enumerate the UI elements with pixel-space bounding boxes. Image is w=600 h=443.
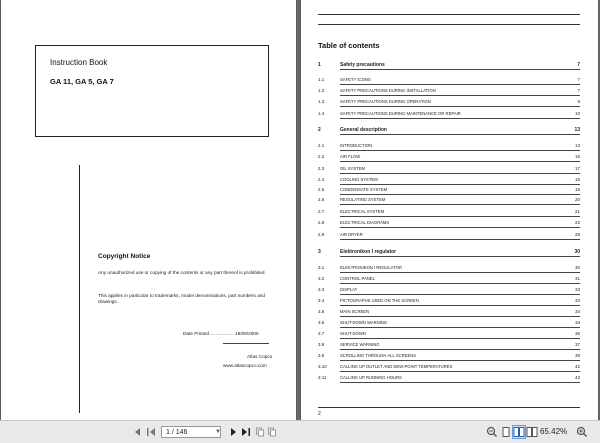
toc-subsection-row[interactable]: [318, 364, 580, 372]
toc-number: 1: [318, 62, 321, 68]
toc-underline: [340, 194, 580, 195]
toc-underline: [340, 305, 580, 306]
toc-subsection-row[interactable]: [318, 232, 580, 240]
toc-label[interactable]: AIR DRYER: [340, 232, 363, 237]
page-2: [301, 0, 598, 420]
toc-label[interactable]: OIL SYSTEM: [340, 166, 365, 171]
toc-label[interactable]: CONDENSATE SYSTEM: [340, 187, 388, 192]
footer-rule: [318, 407, 580, 408]
toc-label[interactable]: INTRODUCTION: [340, 143, 373, 148]
toc-number: 2.8: [318, 220, 325, 225]
toc-subsection-row[interactable]: [318, 331, 580, 339]
toc-subsection-row[interactable]: [318, 99, 580, 107]
toc-underline: [340, 173, 580, 174]
toc-underline: [340, 360, 580, 361]
company-website: www.atlascopco.com: [223, 363, 267, 368]
toc-page: 18: [574, 177, 580, 182]
toc-title: Table of contents: [318, 41, 380, 50]
toc-number: 2.4: [318, 177, 325, 182]
toc-number: 3.11: [318, 375, 327, 380]
toc-number: 3.2: [318, 276, 325, 281]
two-page-view-icon[interactable]: [513, 426, 525, 438]
toc-number: 1.4: [318, 111, 325, 116]
toc-label[interactable]: CALLING UP OUTLET AND DEW-POINT TEMPERATURES: [340, 364, 453, 369]
toc-page: 7: [577, 77, 580, 82]
toc-label[interactable]: ELECTRICAL DIAGRAMS: [340, 220, 390, 225]
toc-label[interactable]: SHUT-DOWN: [340, 331, 366, 336]
toc-page: 16: [574, 154, 580, 159]
toc-number: 1.3: [318, 99, 325, 104]
toc-subsection-row[interactable]: [318, 197, 580, 205]
toc-page: 17: [574, 166, 580, 171]
toc-underline: [340, 184, 580, 185]
vertical-divider: [79, 165, 80, 413]
toc-subsection-row[interactable]: [318, 209, 580, 217]
header-rule-bottom: [318, 24, 580, 25]
toc-subsection-row[interactable]: [318, 154, 580, 162]
last-page-icon[interactable]: [241, 426, 251, 438]
toc-label[interactable]: ELEKTRONIKON I REGULATOR: [340, 265, 402, 270]
toc-underline: [340, 316, 580, 317]
toc-number: 3.9: [318, 353, 325, 358]
toc-underline: [340, 106, 580, 107]
toc-label[interactable]: AIR FLOW: [340, 154, 361, 159]
toc-page: 34: [574, 309, 580, 314]
toc-page: 39: [574, 353, 580, 358]
toc-subsection-row[interactable]: [318, 287, 580, 295]
toc-underline: [340, 84, 580, 85]
toc-label[interactable]: ELECTRICAL SYSTEM: [340, 209, 385, 214]
toc-subsection-row[interactable]: [318, 187, 580, 195]
toc-label[interactable]: SCROLLING THROUGH ALL SCREENS: [340, 353, 417, 358]
toc-subsection-row[interactable]: [318, 166, 580, 174]
toc-page: 42: [574, 364, 580, 369]
toc-subsection-row[interactable]: [318, 220, 580, 228]
toc-label[interactable]: PICTOGRAPHS USED ON THE SCREEN: [340, 298, 419, 303]
toc-underline: [340, 338, 580, 339]
toc-page: 33: [574, 298, 580, 303]
toc-subsection-row[interactable]: [318, 77, 580, 85]
page-dropdown-icon[interactable]: ▼: [215, 429, 221, 435]
page-number: 2: [318, 411, 321, 417]
title-box: [35, 45, 269, 137]
copyright-title: Copyright Notice: [98, 253, 151, 260]
toc-number: 2.6: [318, 197, 325, 202]
zoom-in-icon[interactable]: [576, 426, 588, 438]
toc-page: 10: [574, 111, 580, 116]
toc-subsection-row[interactable]: [318, 111, 580, 119]
toc-label[interactable]: DISPLAY: [340, 287, 358, 292]
toc-number: 2: [318, 127, 321, 133]
toc-number: 2.1: [318, 143, 325, 148]
toc-underline: [340, 294, 580, 295]
toc-number: 3.1: [318, 265, 325, 270]
page-number-input[interactable]: 1 / 146: [161, 426, 221, 438]
signature-rule: [223, 343, 269, 344]
toc-label[interactable]: CONTROL PANEL: [340, 276, 375, 281]
toc-page: 30: [574, 249, 580, 255]
toc-number: 3.6: [318, 320, 325, 325]
rotate-page-icon[interactable]: [267, 426, 277, 438]
toc-underline: [340, 272, 580, 273]
next-page-icon[interactable]: [229, 426, 239, 438]
company-name: Atlas Copco: [247, 354, 273, 359]
toc-label[interactable]: Elektronikon I regulator: [340, 248, 397, 255]
toc-number: 3: [318, 249, 321, 255]
toc-page: 33: [574, 287, 580, 292]
toc-number: 3.8: [318, 342, 325, 347]
toc-section-row[interactable]: [318, 249, 580, 257]
copyright-paragraph-1: Any unauthorized use or copying of the contents or any part thereof is prohibited.: [98, 270, 266, 275]
toc-number: 3.5: [318, 309, 325, 314]
toc-page: 34: [574, 320, 580, 325]
toc-underline: [340, 349, 580, 350]
toc-label[interactable]: SAFETY PRECAUTIONS DURING INSTALLATION: [340, 88, 436, 93]
header-rule-top: [318, 14, 580, 15]
toc-page: 7: [577, 62, 580, 68]
toc-subsection-row[interactable]: [318, 265, 580, 273]
page-1: [1, 0, 296, 420]
toc-page: 20: [574, 197, 580, 202]
toc-number: 2.7: [318, 209, 325, 214]
toc-underline: [340, 382, 580, 383]
toc-page: 22: [574, 220, 580, 225]
toc-label[interactable]: REGULATING SYSTEM: [340, 197, 386, 202]
toc-page: 31: [574, 276, 580, 281]
toc-number: 3.4: [318, 298, 325, 303]
toc-underline: [340, 371, 580, 372]
toc-subsection-row[interactable]: [318, 143, 580, 151]
toc-underline: [340, 69, 580, 70]
toc-page: 19: [574, 187, 580, 192]
toc-label[interactable]: COOLING SYSTEM: [340, 177, 378, 182]
toc-underline: [340, 204, 580, 205]
model-names: GA 11, GA 5, GA 7: [50, 77, 114, 86]
toc-page: 36: [574, 331, 580, 336]
zoom-level[interactable]: 65.42%: [540, 427, 568, 436]
toc-label[interactable]: CALLING UP RUNNING HOURS: [340, 375, 402, 380]
toc-number: 2.2: [318, 154, 325, 159]
previous-page-icon[interactable]: [132, 426, 142, 438]
toc-section-row[interactable]: [318, 127, 580, 135]
toc-underline: [340, 327, 580, 328]
toc-underline: [340, 283, 580, 284]
toc-number: 3.7: [318, 331, 325, 336]
copyright-paragraph-2: This applies in particular to trademarks, model denominations, part numbers and drawings.: [98, 293, 266, 304]
toc-page: 30: [574, 265, 580, 270]
toc-underline: [340, 150, 580, 151]
toc-label[interactable]: SHUT-DOWN WARNING: [340, 320, 388, 325]
toc-number: 3.10: [318, 364, 327, 369]
toc-underline: [340, 239, 580, 240]
toc-page: 13: [574, 143, 580, 148]
first-page-icon[interactable]: [146, 426, 156, 438]
toc-label[interactable]: SAFETY ICONS: [340, 77, 371, 82]
toc-label[interactable]: SERVICE WARNING: [340, 342, 380, 347]
toc-number: 2.5: [318, 187, 325, 192]
toc-subsection-row[interactable]: [318, 320, 580, 328]
toc-underline: [340, 161, 580, 162]
toc-subsection-row[interactable]: [318, 88, 580, 96]
toc-underline: [340, 95, 580, 96]
toc-underline: [340, 216, 580, 217]
toc-label[interactable]: General description: [340, 126, 387, 133]
toc-label[interactable]: SAFETY PRECAUTIONS DURING MAINTENANCE OR REPAIR: [340, 111, 461, 116]
toc-label[interactable]: Safety precautions: [340, 61, 385, 68]
toc-subsection-row[interactable]: [318, 309, 580, 317]
book-label: Instruction Book: [50, 58, 108, 67]
zoom-out-icon[interactable]: [486, 426, 498, 438]
toc-page: 43: [574, 375, 580, 380]
toc-subsection-row[interactable]: [318, 342, 580, 350]
toc-page: 9: [577, 99, 580, 104]
date-printed: Date Printed .................. 18/09/2006: [183, 331, 259, 336]
toc-subsection-row[interactable]: [318, 375, 580, 383]
toc-number: 3.3: [318, 287, 325, 292]
viewer-toolbar: [0, 420, 600, 443]
toc-subsection-row[interactable]: [318, 276, 580, 284]
toc-subsection-row[interactable]: [318, 177, 580, 185]
toc-page: 28: [574, 232, 580, 237]
toc-number: 1.1: [318, 77, 325, 82]
toc-underline: [340, 256, 580, 257]
toc-label[interactable]: SAFETY PRECAUTIONS DURING OPERATION: [340, 99, 431, 104]
toc-underline: [340, 227, 580, 228]
toc-page: 37: [574, 342, 580, 347]
toc-subsection-row[interactable]: [318, 298, 580, 306]
continuous-view-icon[interactable]: [526, 426, 538, 438]
toc-page: 13: [574, 127, 580, 133]
toc-subsection-row[interactable]: [318, 353, 580, 361]
toc-number: 1.2: [318, 88, 325, 93]
toc-underline: [340, 118, 580, 119]
toc-page: 21: [574, 209, 580, 214]
toc-label[interactable]: MAIN SCREEN: [340, 309, 370, 314]
toc-number: 2.3: [318, 166, 325, 171]
toc-underline: [340, 134, 580, 135]
toc-page: 7: [577, 88, 580, 93]
copy-page-icon[interactable]: [255, 426, 265, 438]
toc-section-row[interactable]: [318, 62, 580, 70]
single-page-view-icon[interactable]: [500, 426, 512, 438]
toc-number: 2.9: [318, 232, 325, 237]
